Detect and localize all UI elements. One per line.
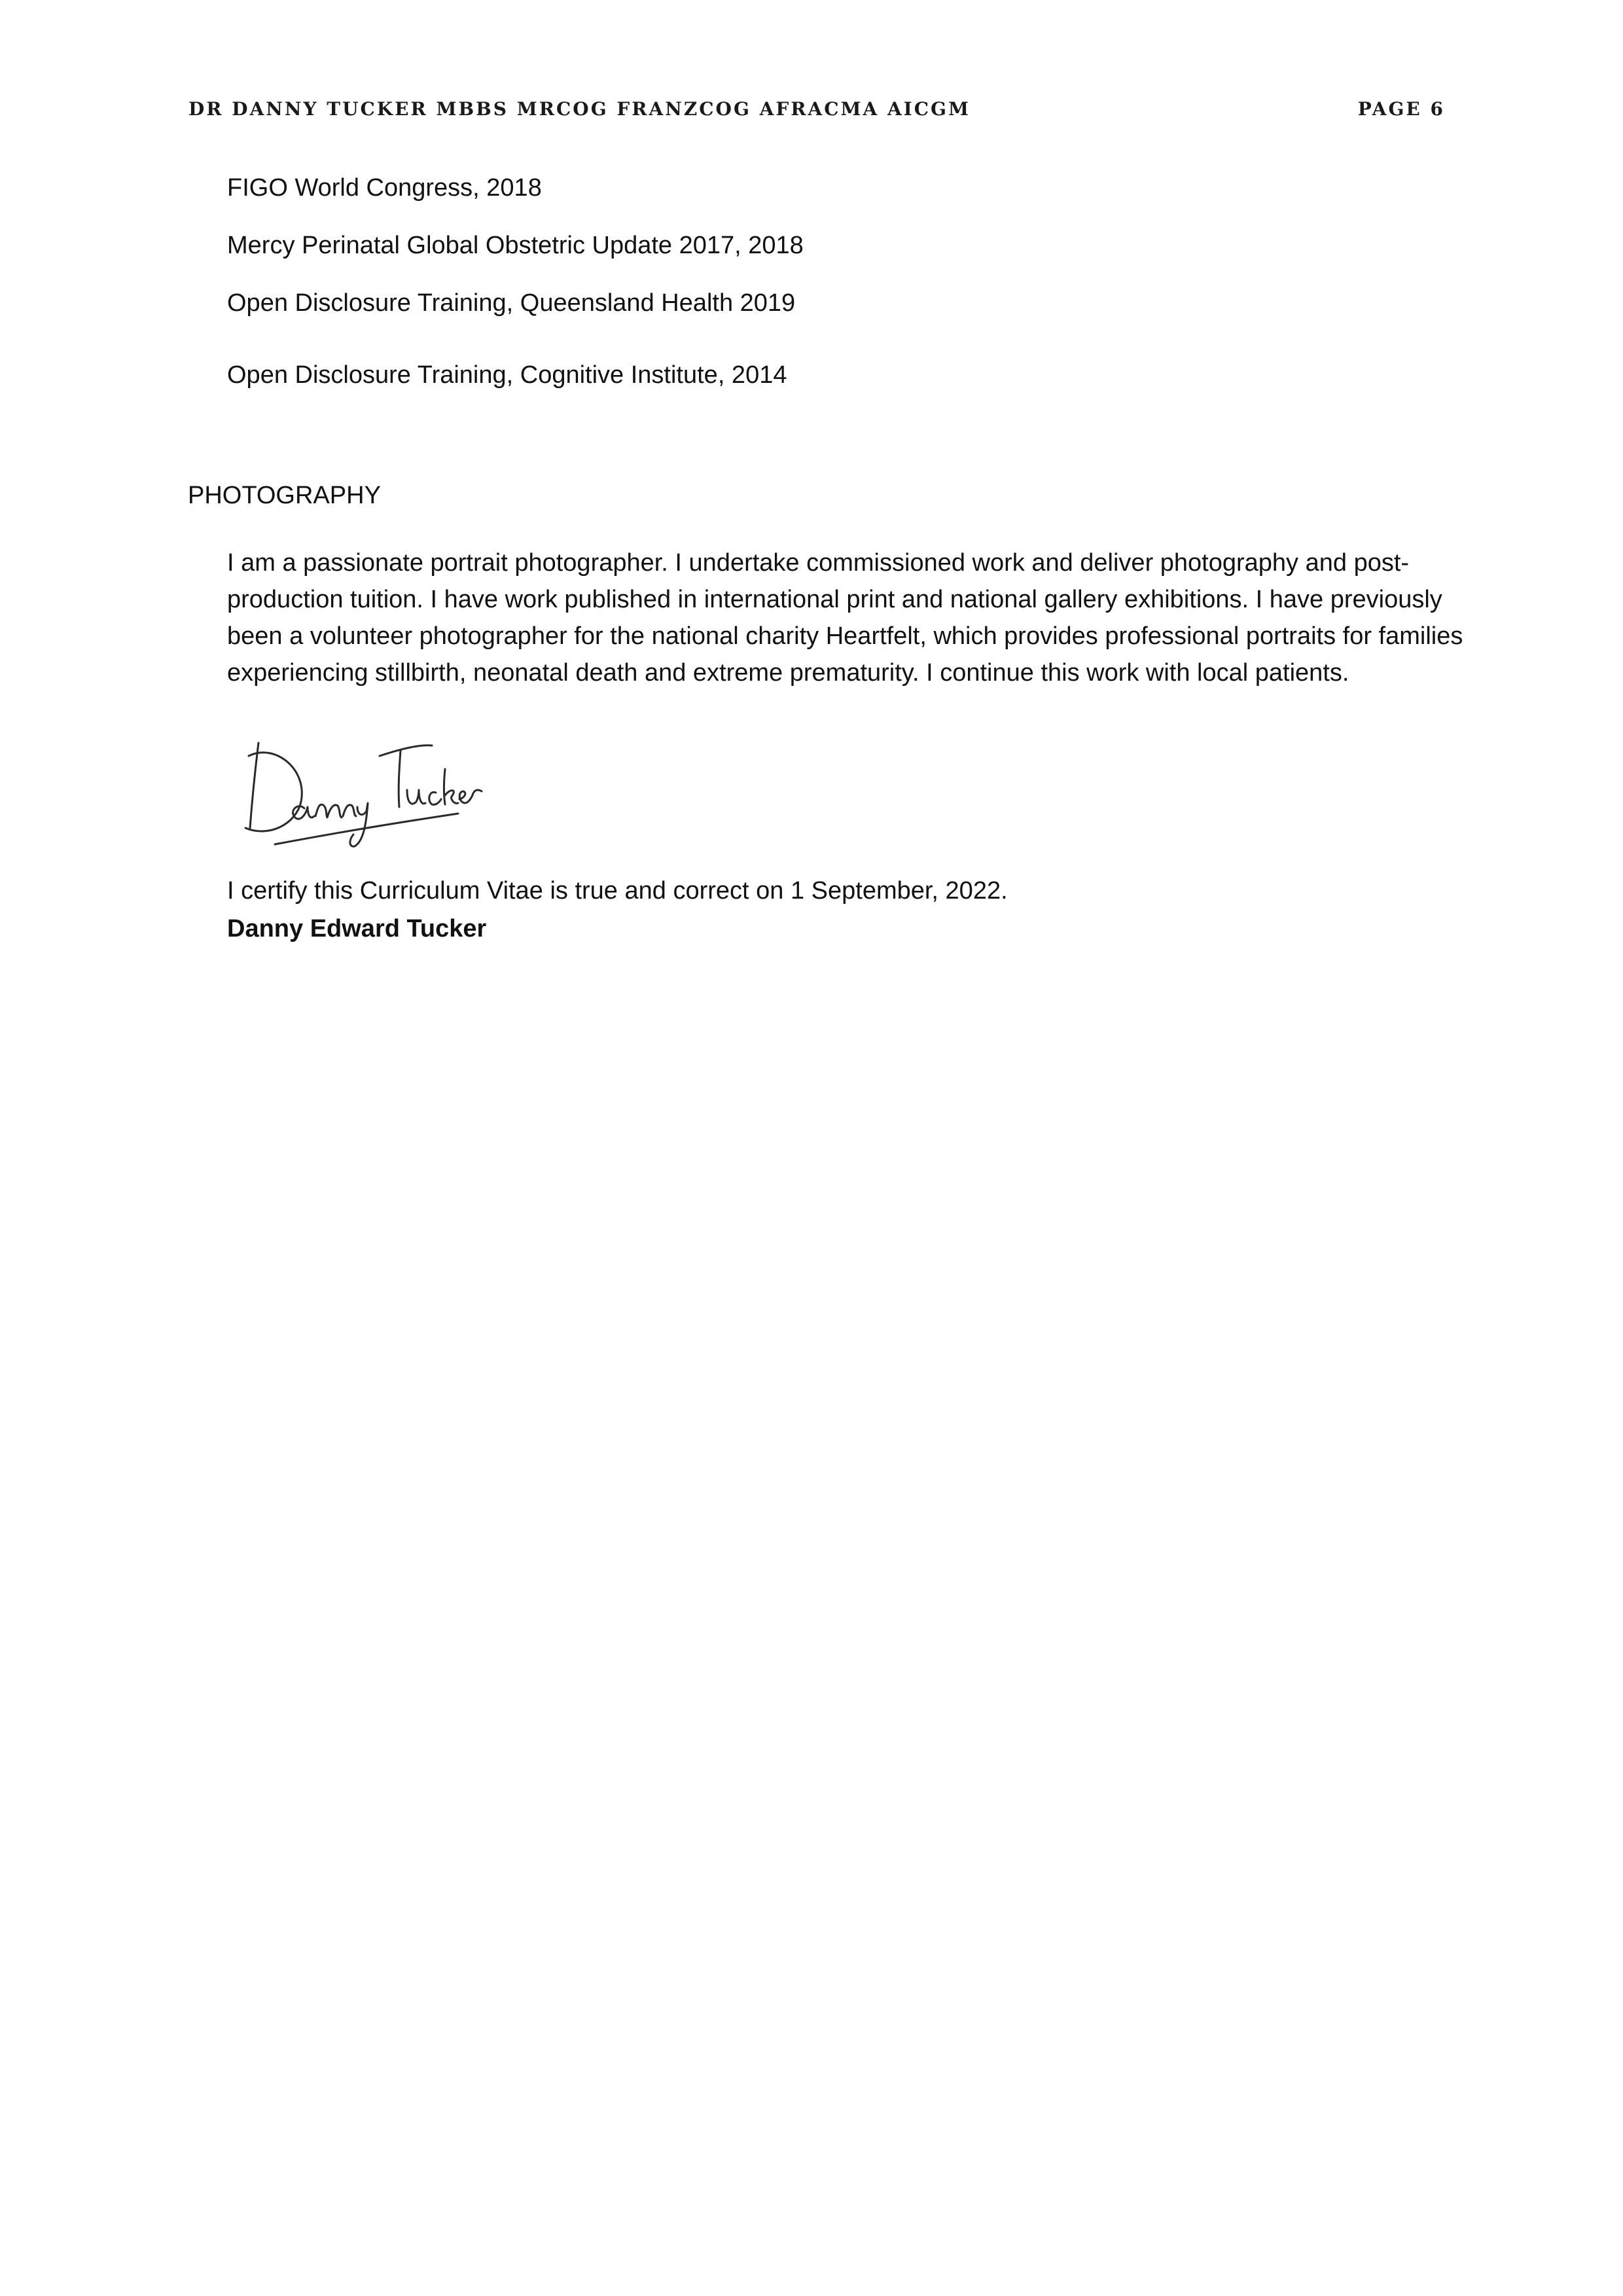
- training-item: Mercy Perinatal Global Obstetric Update 2017, 2018: [227, 232, 804, 259]
- certification-statement: I certify this Curriculum Vitae is true and correct on 1 September, 2022.: [227, 877, 1008, 905]
- signature-image: [236, 730, 484, 861]
- training-item: FIGO World Congress, 2018: [227, 174, 542, 202]
- training-item: Open Disclosure Training, Queensland Health 2019: [227, 289, 796, 317]
- photography-heading: PHOTOGRAPHY: [188, 482, 381, 509]
- photography-paragraph: I am a passionate portrait photographer. I undertake commissioned work and deliver photography and post-production tuition. I have work published in international print and national gallery exhibitions. I have previously been a volunteer photographer for the national charity Heartfelt, which provides professional portraits for families experiencing stillbirth, neonatal death and extreme prematurity. I continue this work with local patients.: [227, 549, 1463, 687]
- training-item: Open Disclosure Training, Cognitive Institute, 2014: [227, 361, 787, 389]
- page-number: PAGE 6: [1357, 98, 1445, 120]
- header-title: DR DANNY TUCKER MBBS MRCOG FRANZCOG AFRACMA AICGM: [188, 98, 971, 120]
- page-header: [188, 98, 1445, 127]
- signatory-name: Danny Edward Tucker: [227, 915, 487, 942]
